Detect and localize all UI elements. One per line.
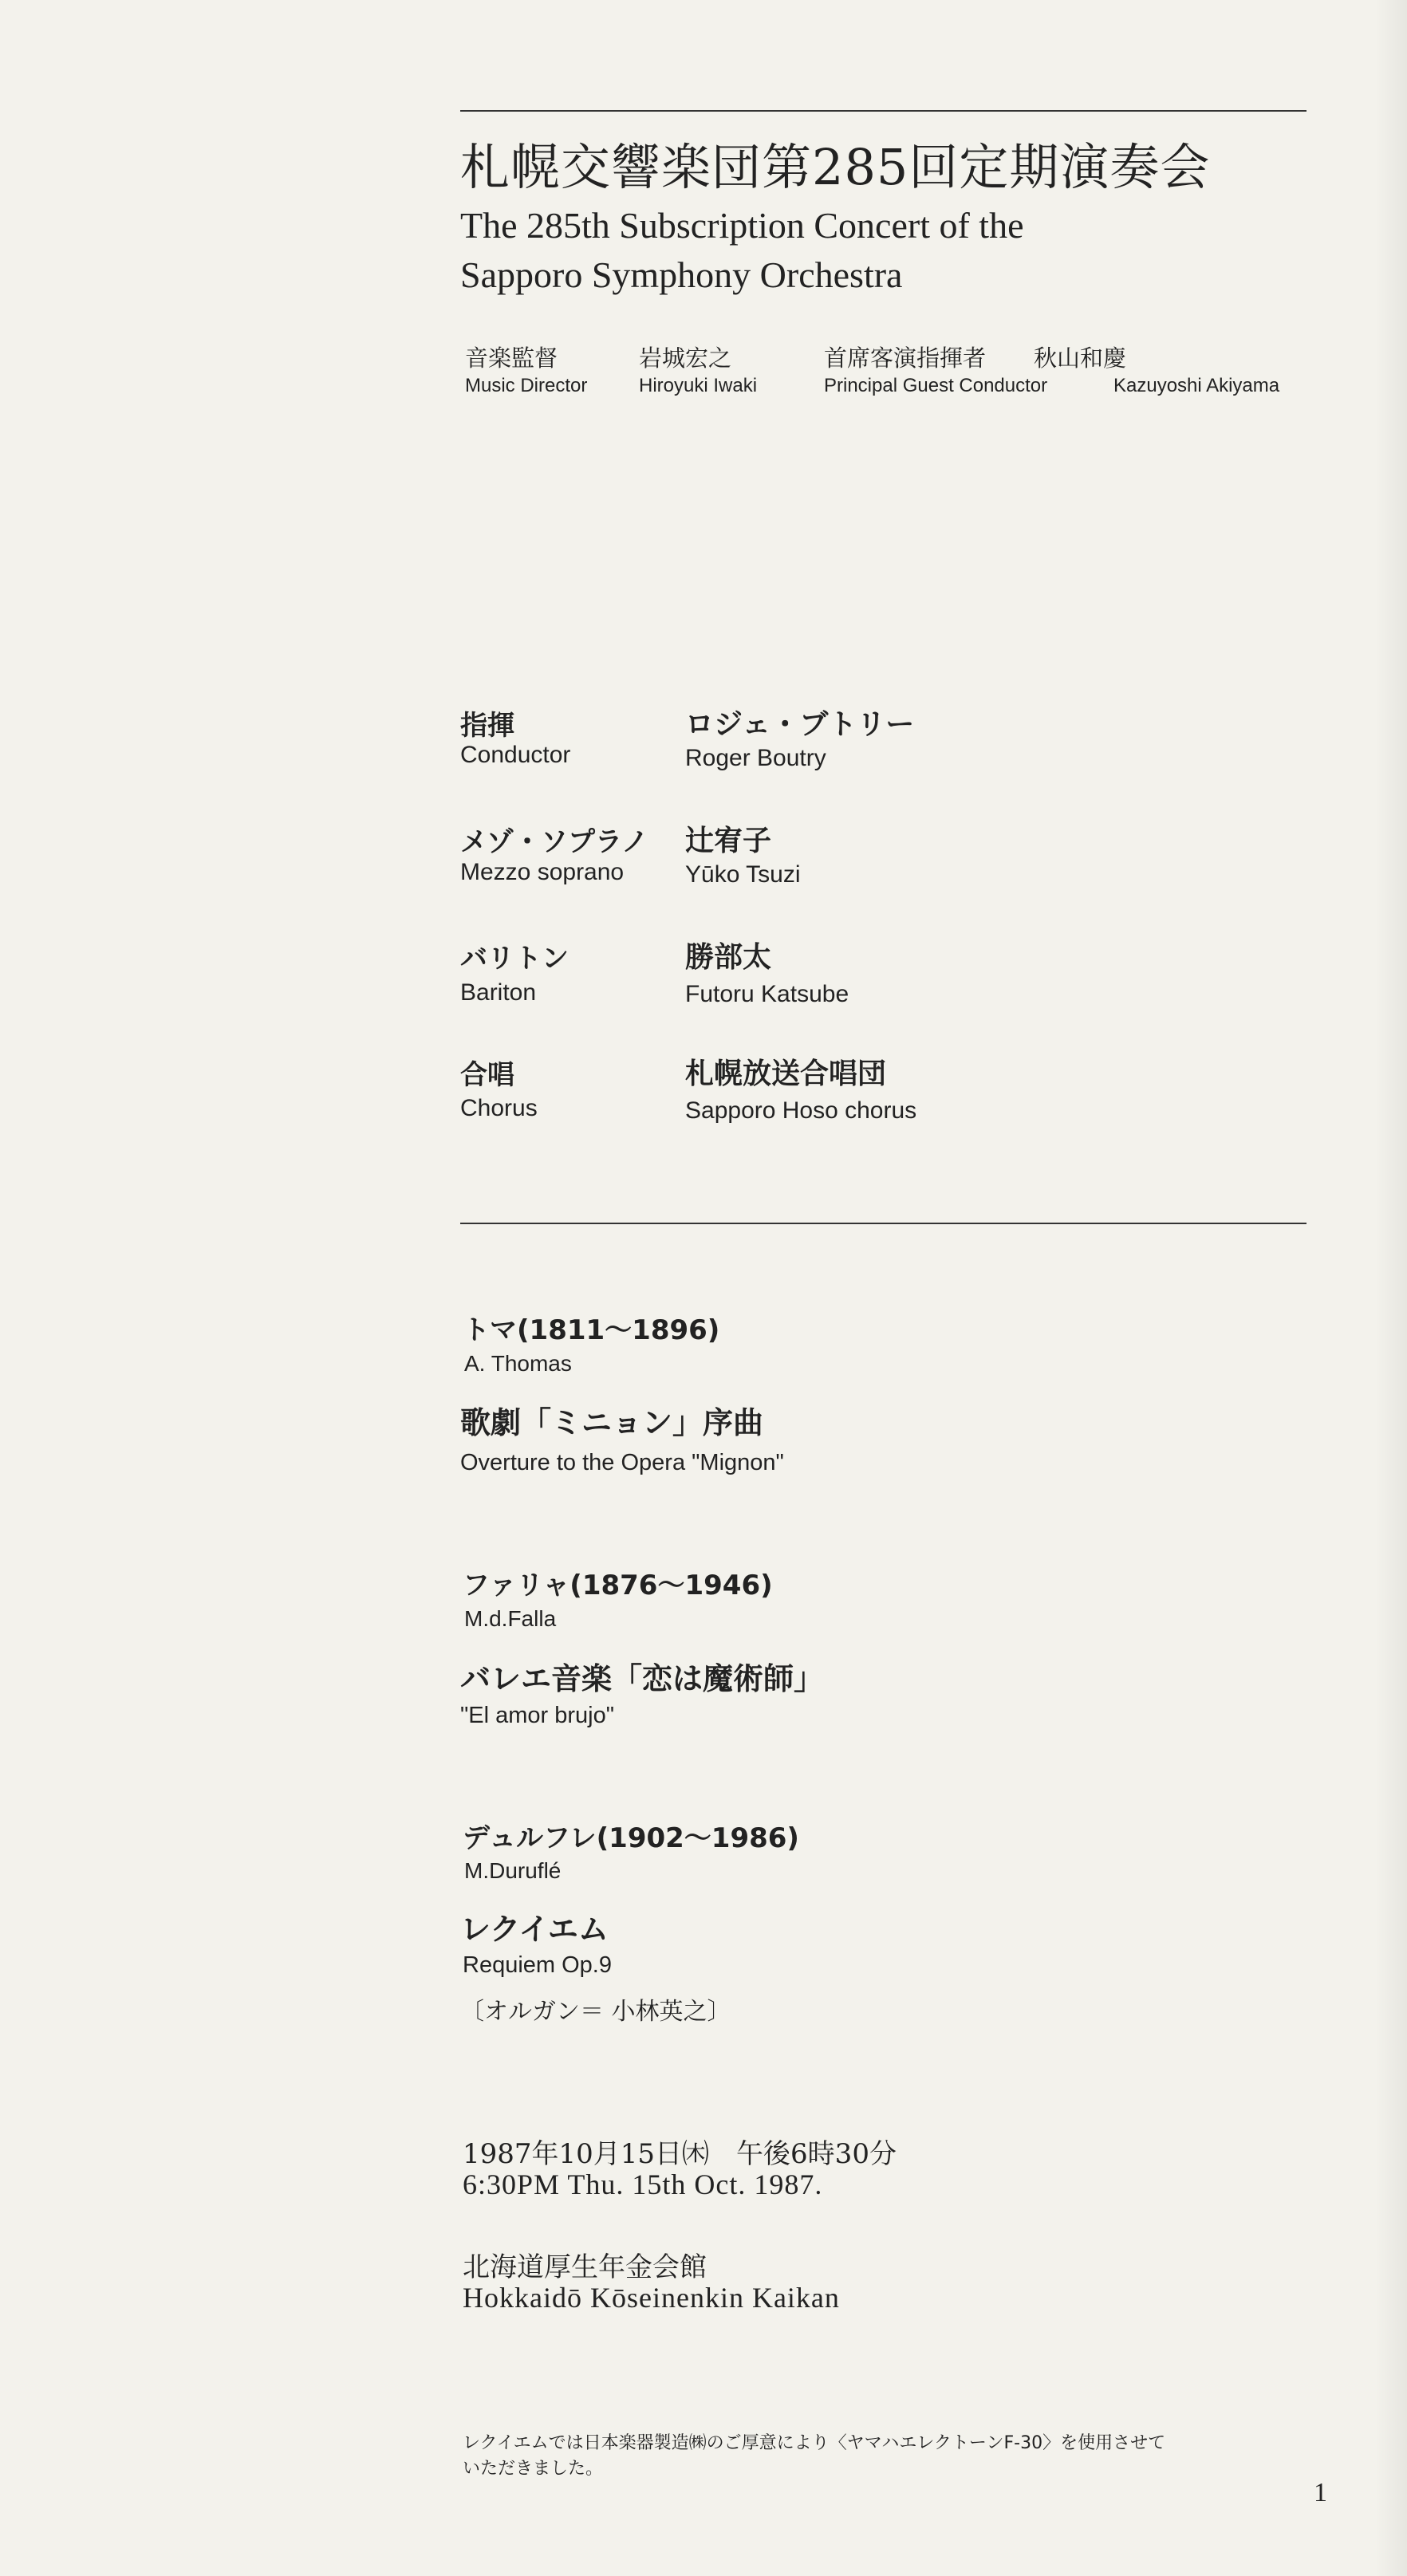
performer-name-en: Sapporo Hoso chorus (685, 1097, 917, 1124)
program-composer-ja: ファリャ(1876〜1946) (463, 1570, 773, 1601)
performer-role-ja: 合唱 (460, 1059, 514, 1091)
performer-name-en: Yūko Tsuzi (685, 861, 801, 888)
program-organ-note: 〔オルガン＝ 小林英之〕 (460, 1998, 731, 2026)
principal-guest-conductor-role-en: Principal Guest Conductor (824, 375, 1048, 396)
venue-ja: 北海道厚生年金会館 (463, 2251, 707, 2283)
music-director-role-ja: 音楽監督 (465, 345, 558, 372)
principal-guest-conductor-name-ja: 秋山和慶 (1034, 345, 1127, 372)
performer-role-en: Conductor (460, 742, 571, 768)
performer-name-en: Futoru Katsube (685, 981, 849, 1007)
performer-role-ja: バリトン (460, 943, 569, 975)
program-work-en: Overture to the Opera "Mignon" (460, 1450, 784, 1475)
performer-name-ja: 札幌放送合唱団 (685, 1058, 887, 1090)
venue-en: Hokkaidō Kōseinenkin Kaikan (463, 2282, 840, 2314)
title-ja: 札幌交響楽団第285回定期演奏会 (460, 138, 1211, 196)
music-director-name-ja: 岩城宏之 (639, 345, 732, 372)
music-director-role-en: Music Director (465, 375, 588, 396)
program-work-ja: レクイエム (460, 1912, 609, 1947)
program-composer-ja: トマ(1811〜1896) (463, 1314, 720, 1346)
performer-name-ja: 辻宥子 (685, 825, 772, 857)
performer-role-en: Mezzo soprano (460, 859, 625, 885)
top-rule (460, 110, 1306, 112)
performer-name-ja: 勝部太 (685, 941, 772, 974)
program-work-en: "El amor brujo" (460, 1703, 615, 1728)
program-composer-en: M.Duruflé (464, 1858, 562, 1883)
title-en-line2: Sapporo Symphony Orchestra (460, 254, 903, 295)
title-en-line1: The 285th Subscription Concert of the (460, 205, 1024, 246)
page-edge-shadow (1375, 0, 1407, 2576)
concert-date-ja: 1987年10月15日㈭ 午後6時30分 (463, 2138, 897, 2170)
performer-role-en: Chorus (460, 1095, 538, 1121)
principal-guest-conductor-name-en: Kazuyoshi Akiyama (1113, 375, 1280, 396)
concert-date-en: 6:30PM Thu. 15th Oct. 1987. (463, 2168, 823, 2200)
performer-name-ja: ロジェ・ブトリー (685, 708, 915, 741)
program-composer-ja: デュルフレ(1902〜1986) (463, 1822, 799, 1854)
program-work-ja: バレエ音楽「恋は魔術師」 (460, 1661, 825, 1696)
performer-role-ja: 指揮 (460, 710, 514, 742)
performer-role-ja: メゾ・ソプラノ (460, 826, 648, 858)
program-work-ja: 歌劇「ミニョン」序曲 (460, 1405, 764, 1440)
middle-rule (460, 1223, 1306, 1224)
music-director-name-en: Hiroyuki Iwaki (639, 375, 758, 396)
principal-guest-conductor-role-ja: 首席客演指揮者 (824, 345, 987, 372)
program-composer-en: M.d.Falla (464, 1606, 557, 1631)
program-work-en: Requiem Op.9 (463, 1952, 612, 1978)
program-composer-en: A. Thomas (464, 1351, 572, 1376)
footnote-line2: いただきました。 (463, 2459, 604, 2479)
footnote-line1: レクイエムでは日本楽器製造㈱のご厚意により〈ヤマハエレクトーンF-30〉を使用させて (463, 2433, 1166, 2453)
performer-name-en: Roger Boutry (685, 745, 826, 771)
performer-role-en: Bariton (460, 979, 537, 1006)
page-number: 1 (1314, 2478, 1327, 2507)
